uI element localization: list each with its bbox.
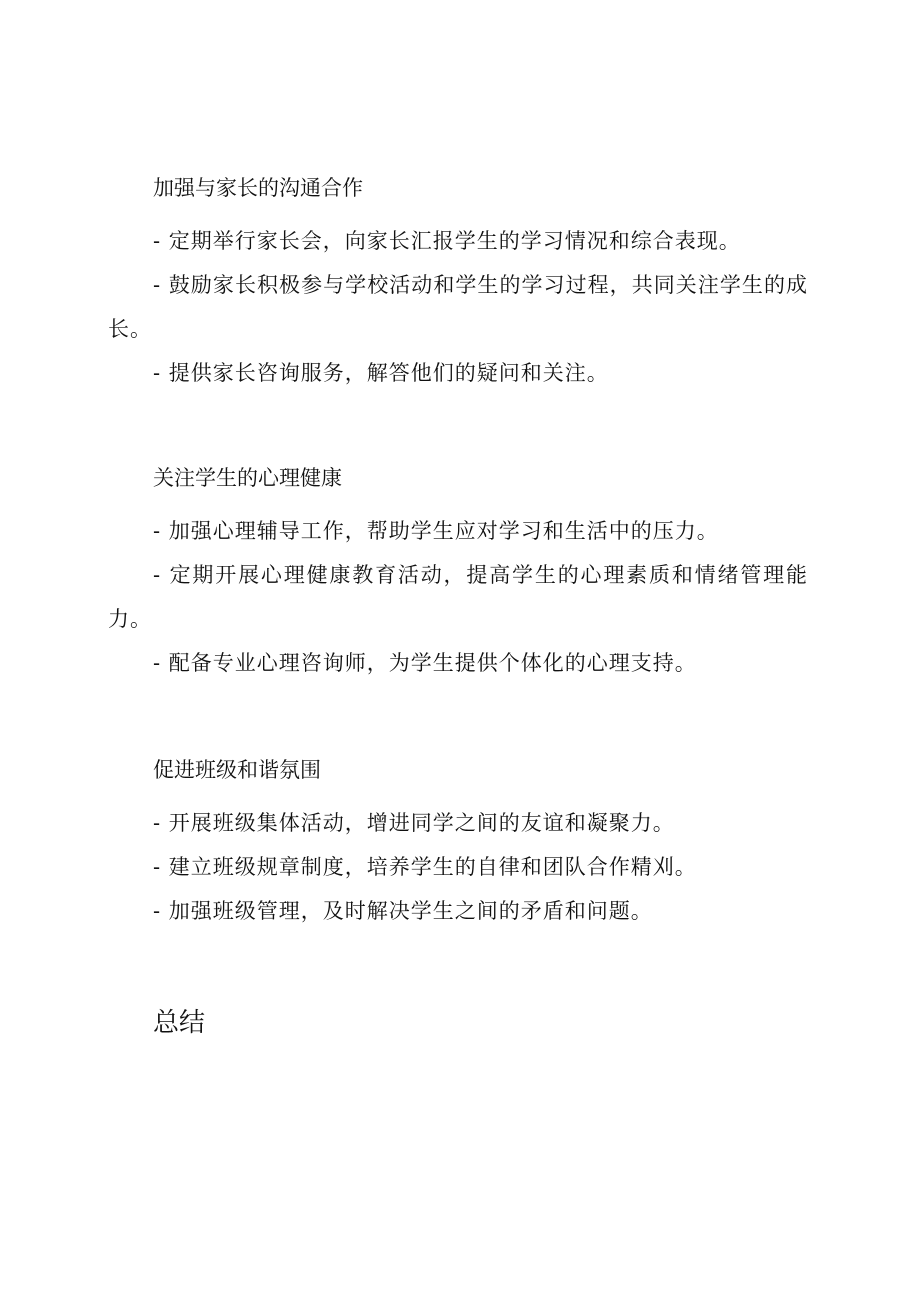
- section-class-harmony: [108, 755, 808, 933]
- list-item: - 加强心理辅导工作，帮助学生应对学习和生活中的压力。: [153, 519, 719, 543]
- list-item: - 定期开展心理健康教育活动，提高学生的心理素质和情绪管理能力。: [108, 563, 808, 631]
- list-item: - 鼓励家长积极参与学校活动和学生的学习过程，共同关注学生的成长。: [108, 273, 808, 341]
- section-mental-health: [108, 463, 808, 685]
- list-item: - 建立班级规章制度，培养学生的自律和团队合作精刈。: [153, 855, 697, 879]
- list-item: - 开展班级集体活动，增进同学之间的友谊和凝聚力。: [153, 811, 675, 835]
- list-item: - 提供家长咨询服务，解答他们的疑问和关注。: [153, 361, 609, 385]
- list-item: - 配备专业心理咨询师，为学生提供个体化的心理支持。: [153, 651, 697, 675]
- section-heading: 关注学生的心理健康: [153, 466, 342, 490]
- list-item: - 定期举行家长会，向家长汇报学生的学习情况和综合表现。: [153, 229, 741, 253]
- section-heading: 加强与家长的沟通合作: [153, 176, 363, 200]
- list-item: - 加强班级管理，及时解决学生之间的矛盾和问题。: [153, 899, 653, 923]
- section-parent-communication: [108, 173, 808, 395]
- summary-heading: 总结: [153, 1008, 206, 1038]
- section-heading: 促进班级和谐氛围: [153, 758, 321, 782]
